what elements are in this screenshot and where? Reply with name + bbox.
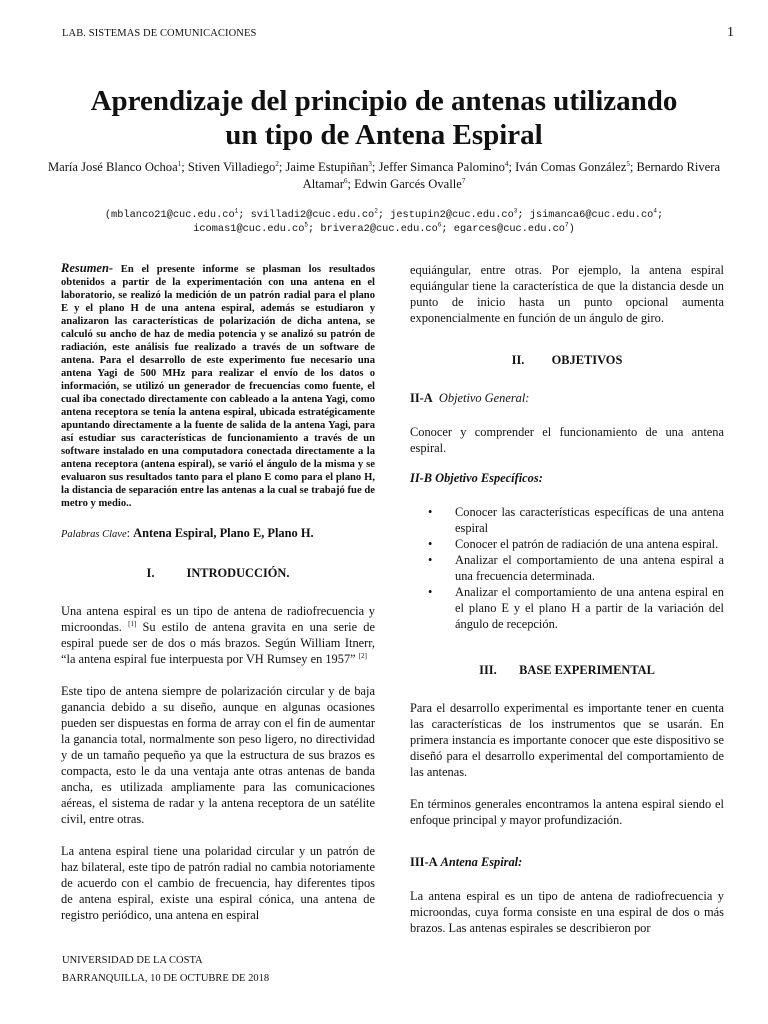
subsection-heading-objetivo-general: II-A Objetivo General: <box>410 391 530 405</box>
author: Edwin Garcés Ovalle$^7$ <box>354 176 466 191</box>
title-line-1: Aprendizaje del principio de antenas utilizando <box>90 85 678 117</box>
section-heading-base-experimental: III. BASE EXPERIMENTAL <box>479 663 655 677</box>
author-email: $svilladi2@cuc.edu.co^2$; <box>250 207 391 221</box>
paper-title <box>40 84 728 152</box>
list-item: • Conocer las características específicas de una antena espiral <box>428 505 724 535</box>
page-number: 1 <box>727 25 734 40</box>
intro-paragraph-2: Este tipo de antena siempre de polarización circular y de baja ganancia debido a su diseño, aunque en algunas ocasiones pueden ser dispuestas en forma de array con el fin de aumentar la ganancia total, normalmente son peso ligero, no directividad y de un tamaño pequeño ya que la estructura de sus brazos es compacta, esto le da una ventaja ante otras antenas de banda ancha, es utilizada ampliamente para las comunicaciones aéreas, el sistema de radar y la antena receptora de un satélite civil, entre otras. <box>61 684 375 826</box>
intro-paragraph-3: La antena espiral tiene una polaridad circular y un patrón de haz bilateral, este tipo de patrón radial no cambia notoriamente de acuerdo con el cambio de frecuencia, hay diferentes tipos de antena espiral, existe una espiral cónica, una antena de registro periódico, una antena en espiral <box>61 844 375 922</box>
objetivo-general-text: Conocer y comprender el funcionamiento de una antena espiral. <box>410 425 724 455</box>
author-email: $jsimanca6@cuc.edu.co^4$; <box>529 207 664 221</box>
subsection-heading-antena-espiral: III-A Antena Espiral: <box>410 855 523 869</box>
base-paragraph-2: En términos generales encontramos la antena espiral siendo el enfoque principal y mayor profundización. <box>410 797 724 827</box>
list-item: • Analizar el comportamiento de una antena espiral a una frecuencia determinada. <box>428 553 724 583</box>
subsection-heading-objetivos-especificos: II-B Objetivo Específicos: <box>410 471 543 485</box>
abstract-label: Resumen- <box>61 261 114 275</box>
base-paragraph-1: Para el desarrollo experimental es importante tener en cuenta las características de los instrumentos que se usarán. En primera instancia es importante conocer que este dispositivo se diseñó para el desarrollo experimental del comportamiento de las antenas. <box>410 701 724 779</box>
author: Jeffer Simanca Palomino$^4$; <box>378 159 516 174</box>
keywords-label: Palabras Clave <box>61 529 127 540</box>
right-column <box>410 262 724 936</box>
author: María José Blanco Ochoa$^1$; <box>47 159 188 174</box>
footer-location-date: BARRANQUILLA, 10 DE OCTUBRE DE 2018 <box>62 973 270 984</box>
footer-university: UNIVERSIDAD DE LA COSTA <box>62 955 203 966</box>
author-email: $brivera2@cuc.edu.co^6$; <box>320 221 454 235</box>
section-heading-objetivos: II. OBJETIVOS <box>511 353 623 367</box>
author: Bernardo Rivera Altamar$^6$; <box>302 160 721 191</box>
author: Stiven Villadiego$^2$; <box>187 159 286 174</box>
email-list: ($mblanco21@cuc.edu.co^1$; $svilladi2@cuc.edu.co^2$; $jestupin2@cuc.edu.co^3$; $jsimanca6@cuc.edu.co^4$; $icomas1@cuc.edu.co^5$; $brivera2@cuc.edu.co^6$; $egarces@cuc.edu.co^7$) <box>104 207 664 235</box>
base-paragraph-3: La antena espiral es un tipo de antena de radiofrecuencia y microondas, cuya forma consiste en una espiral de dos o más brazos. Las antenas espirales se describieron por <box>410 889 724 935</box>
abstract <box>61 262 375 510</box>
title-line-2: un tipo de Antena Espiral <box>225 119 543 151</box>
list-item: • Conocer el patrón de radiación de una antena espiral. <box>428 537 719 551</box>
author: Iván Comas González$^5$; <box>515 159 637 174</box>
keywords-text: Antena Espiral, Plano E, Plano H. <box>133 526 314 540</box>
keywords: Palabras Clave: Antena Espiral, Plano E, Plano H. <box>61 526 314 540</box>
author-email: $icomas1@cuc.edu.co^5$; <box>193 221 321 235</box>
author-email: $mblanco21@cuc.edu.co^1$; <box>111 207 251 221</box>
left-column <box>61 262 375 923</box>
author-email: $jestupin2@cuc.edu.co^3$; <box>390 207 530 221</box>
intro-paragraph-1: Una antena espiral es un tipo de antena de radiofrecuencia y microondas. [1] Su estilo de antena gravita en una serie de espiral puede ser de dos o más brazos. Según William Itnerr, “la antena espiral fue interpuesta por VH Rumsey en 1957” [2] <box>61 604 375 666</box>
author: Jaime Estupiñan$^3$; <box>285 159 379 174</box>
author-email: $egarces@cuc.edu.co^7$ <box>453 221 569 235</box>
running-header: LAB. SISTEMAS DE COMUNICACIONES <box>62 28 257 39</box>
list-item: • Analizar el comportamiento de una antena espiral en el plano E y el plano H a partir de la variación del ángulo de recepción. <box>428 585 724 631</box>
citation-ref: [2] <box>358 651 367 660</box>
intro-paragraph-4: equiángular, entre otras. Por ejemplo, la antena espiral equiángular tiene la característica de que la distancia desde un punto de inicio hasta un punto opcional aumenta exponencialmente en función de un ángulo de giro. <box>410 263 724 325</box>
page-footer <box>62 952 269 988</box>
objetivos-especificos-list <box>410 504 724 632</box>
citation-ref: [1] <box>128 619 137 628</box>
section-heading-introduccion: I. INTRODUCCIÓN. <box>146 566 290 580</box>
author-list <box>40 159 728 193</box>
abstract-text: En el presente informe se plasman los resultados obtenidos a partir de la experimentación con una antena en el laboratorio, se realizó la medición de un patrón radial para el plano E y el plano H de una antena espiral, además se estudiaron y analizaron las características de polarización de dicha antena, se calculó su ancho de haz de media potencia y se analizó su patrón de radiación, este análisis fue realizado a través de un software de antena. Para el desarrollo de este experimento fue necesario una antena Yagi de 500 MHz para realizar el envío de los datos o información, se utilizó un generador de frecuencias como fuente, el cual iba conectado directamente con cableado a la antena Yagi, como antena receptora se tenía la antena espiral, ubicada estratégicamente apuntando directamente a la fuente de salida de la antena Yagi, para así estudiar sus características de funcionamiento a través de un software instalado en una computadora conectada directamente a la antena receptora (antena espiral), se varió el ángulo de la misma y se evaluaron sus resultados tanto para el plano E como para el plano H, la distancia de separación entre las antenas a la cual se trabajó fue de metro y medio.. <box>61 264 375 509</box>
